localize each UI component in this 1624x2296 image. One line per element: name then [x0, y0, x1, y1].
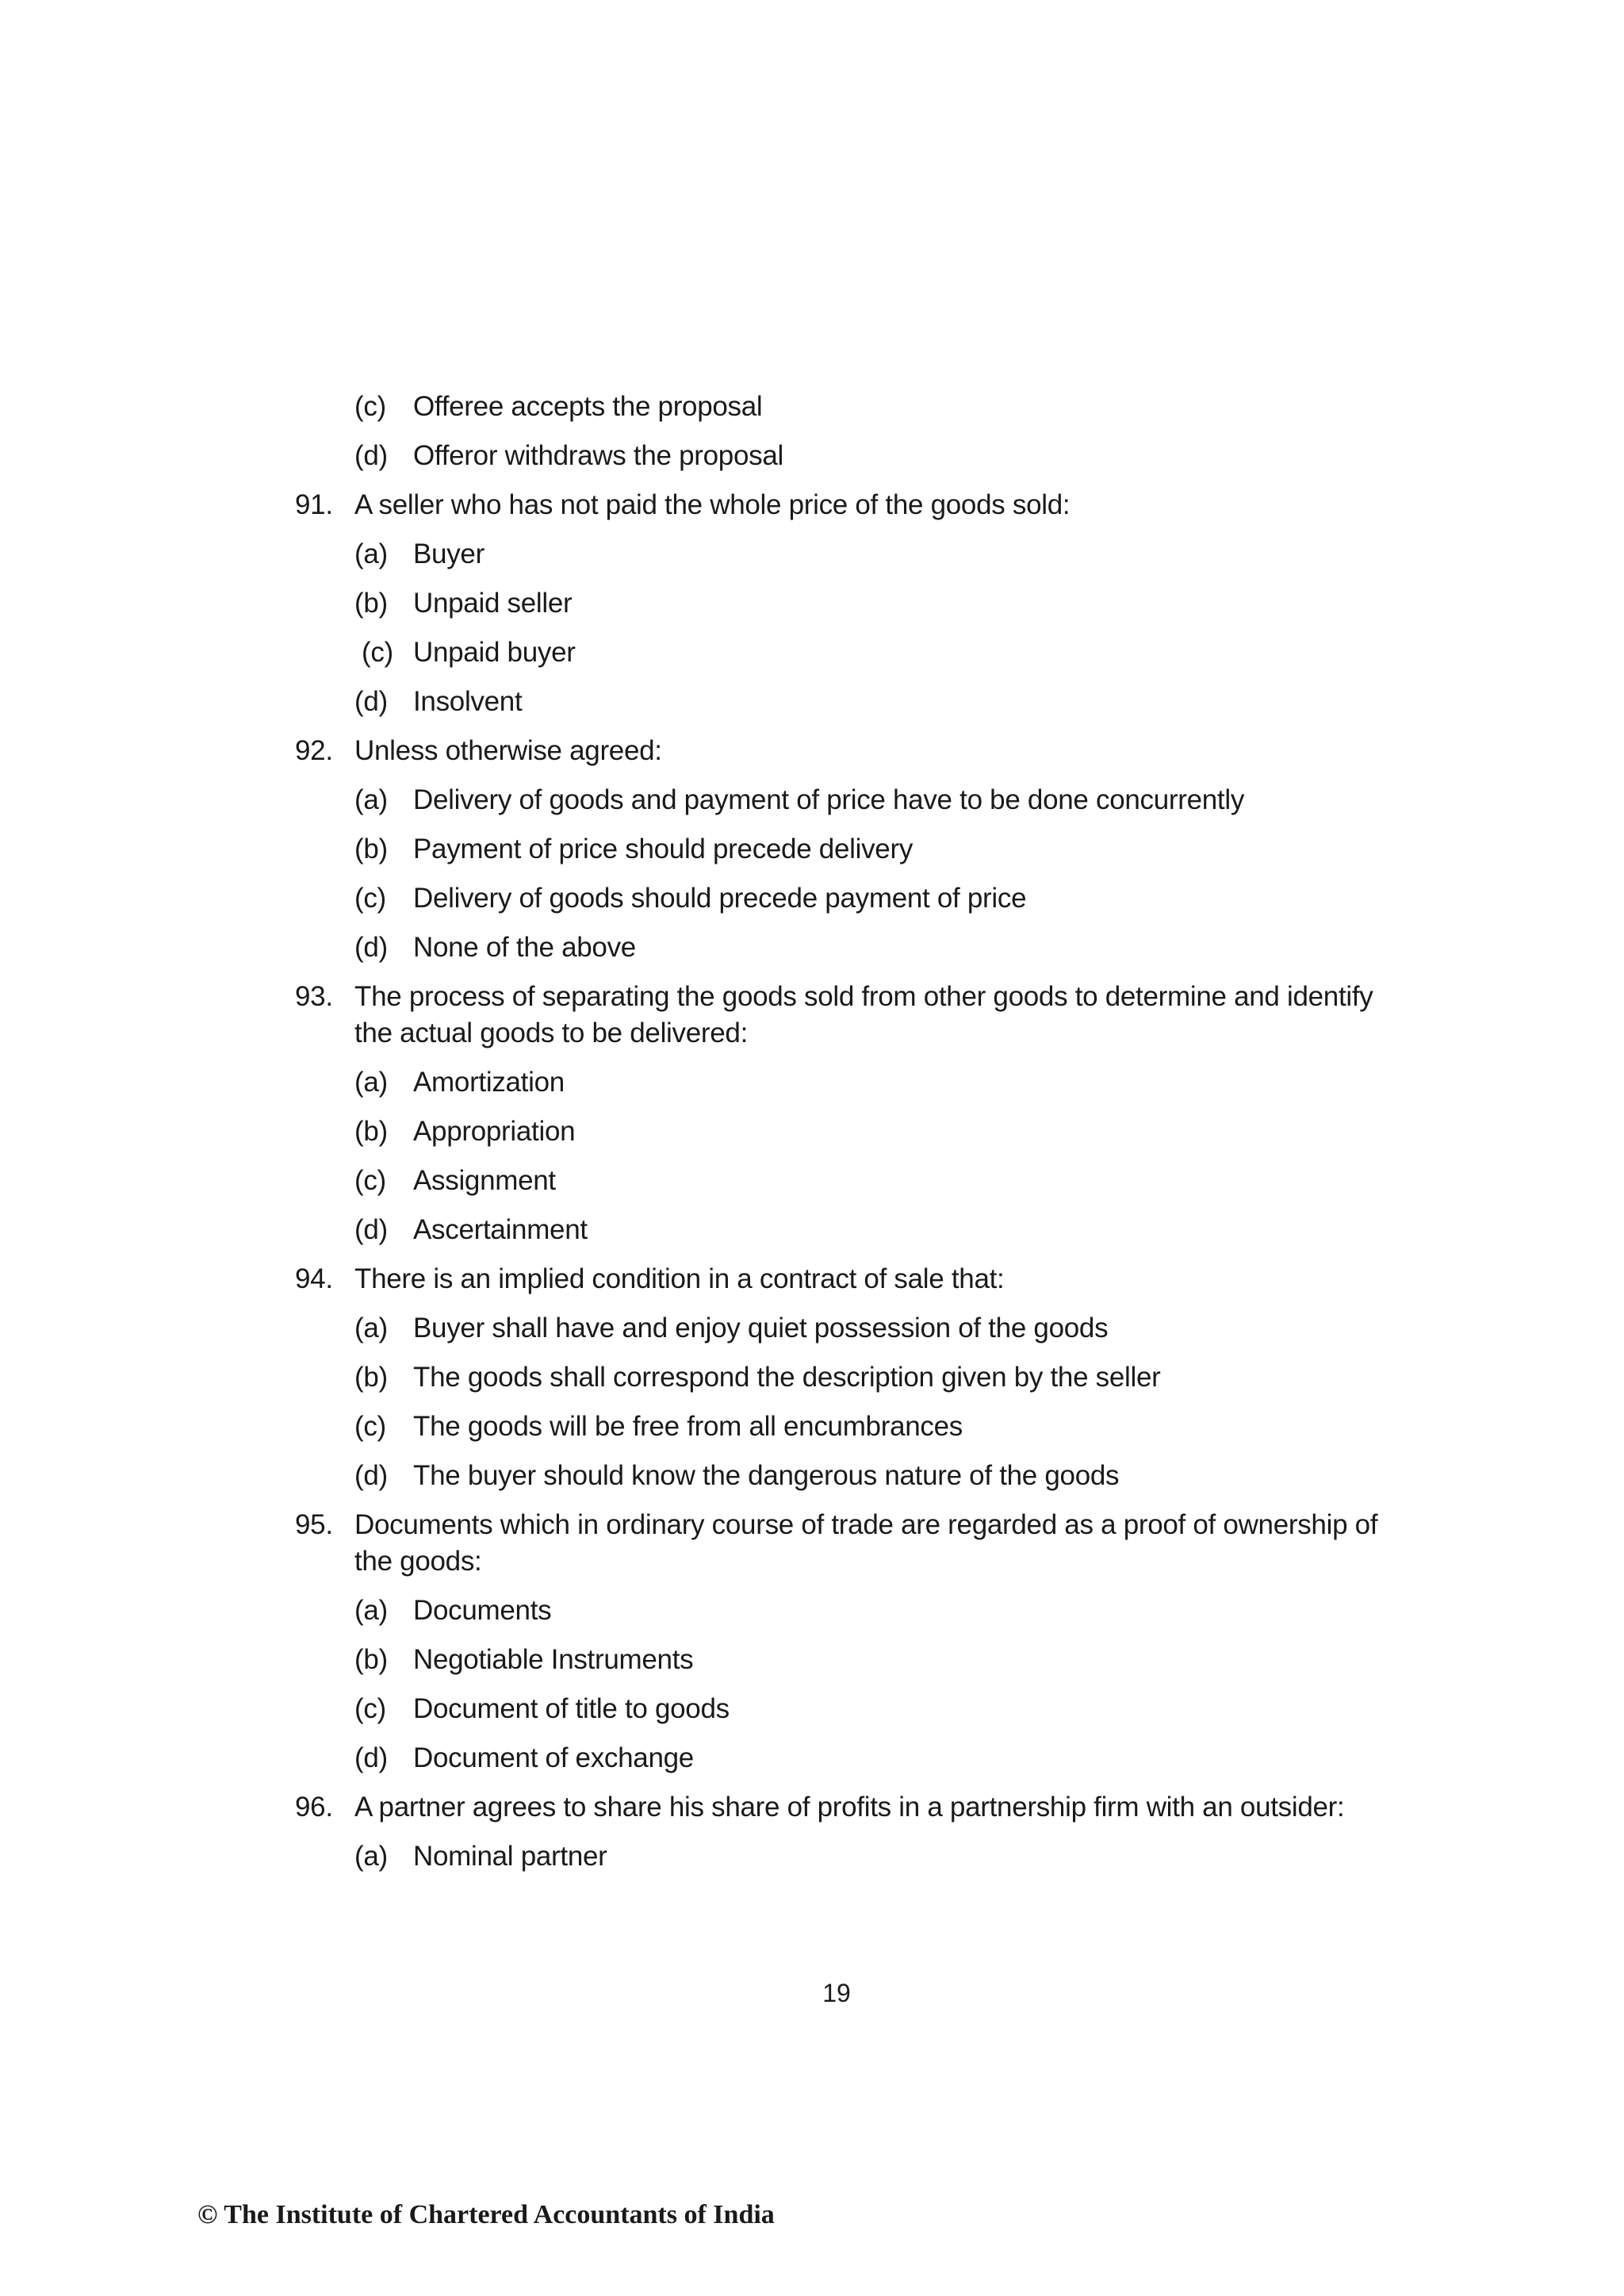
option-text: Ascertainment	[413, 1214, 588, 1245]
option-item	[0, 1212, 1624, 1261]
option-label: (a)	[354, 1313, 388, 1343]
option-text: Amortization	[413, 1067, 565, 1098]
option-label: (b)	[354, 834, 388, 864]
option-text: Insolvent	[413, 686, 523, 717]
option-text: Unpaid buyer	[413, 637, 576, 668]
option-text: Payment of price should precede delivery	[413, 834, 914, 864]
option-label: (b)	[354, 1644, 388, 1675]
option-item	[0, 1114, 1624, 1163]
option-label: (d)	[354, 1214, 388, 1245]
option-label: (d)	[354, 1460, 388, 1491]
option-label: (a)	[354, 1595, 388, 1626]
option-label: (c)	[354, 883, 386, 914]
option-label: (c)	[362, 637, 393, 668]
option-item	[0, 1593, 1624, 1642]
option-text: Buyer shall have and enjoy quiet possession of the goods	[413, 1313, 1109, 1343]
question-number: 96.	[295, 1792, 333, 1823]
question-item	[0, 1789, 1624, 1826]
option-text: Documents	[413, 1595, 552, 1626]
option-item	[0, 536, 1624, 585]
option-item	[0, 438, 1624, 487]
question-item	[0, 487, 1624, 523]
option-item	[0, 1740, 1624, 1789]
question-item	[0, 733, 1624, 769]
question-number: 93.	[295, 981, 333, 1012]
option-item	[0, 1838, 1624, 1888]
option-text: Negotiable Instruments	[413, 1644, 694, 1675]
option-label: (b)	[354, 1116, 388, 1147]
option-label: (d)	[354, 1742, 388, 1773]
option-text: None of the above	[413, 932, 636, 963]
option-text: Document of title to goods	[413, 1693, 730, 1724]
option-item	[0, 782, 1624, 831]
copyright-footer: © The Institute of Chartered Accountants of India	[197, 2200, 775, 2229]
option-label: (d)	[354, 440, 388, 471]
option-item	[0, 1409, 1624, 1458]
option-label: (b)	[354, 588, 388, 619]
option-label: (a)	[354, 1841, 388, 1872]
option-label: (c)	[354, 1693, 386, 1724]
option-label: (d)	[354, 932, 388, 963]
question-number: 92.	[295, 735, 333, 766]
option-text: Unpaid seller	[413, 588, 573, 619]
option-text: Assignment	[413, 1165, 556, 1196]
option-label: (a)	[354, 539, 388, 569]
option-item	[0, 930, 1624, 979]
question-item	[0, 1261, 1624, 1297]
question-text: Unless otherwise agreed:	[354, 735, 662, 766]
option-text: Offeree accepts the proposal	[413, 391, 763, 422]
page-number: 19	[822, 1979, 851, 2007]
option-label: (c)	[354, 1165, 386, 1196]
option-text: Buyer	[413, 539, 485, 569]
option-item	[0, 831, 1624, 880]
option-item	[0, 1064, 1624, 1114]
question-text: A seller who has not paid the whole price of the goods sold:	[354, 489, 1071, 520]
option-text: Appropriation	[413, 1116, 576, 1147]
option-label: (b)	[354, 1362, 388, 1393]
question-number: 95.	[295, 1509, 333, 1540]
question-text: A partner agrees to share his share of profits in a partnership firm with an outsider:	[354, 1792, 1345, 1823]
option-item	[0, 1163, 1624, 1212]
option-item	[0, 1310, 1624, 1359]
question-text: The process of separating the goods sold from other goods to determine and identify the actual goods to be delivered:	[354, 981, 1373, 1048]
question-list	[0, 389, 1624, 1888]
question-text: Documents which in ordinary course of trade are regarded as a proof of ownership of the goods:	[354, 1509, 1378, 1577]
option-label: (a)	[354, 784, 388, 815]
option-item	[0, 1642, 1624, 1691]
question-text: There is an implied condition in a contract of sale that:	[354, 1263, 1005, 1294]
option-item	[0, 1359, 1624, 1409]
option-label: (a)	[354, 1067, 388, 1098]
option-text: Offeror withdraws the proposal	[413, 440, 783, 471]
option-text: The buyer should know the dangerous nature of the goods	[413, 1460, 1120, 1491]
option-item	[0, 1691, 1624, 1740]
option-text: Delivery of goods and payment of price have to be done concurrently	[413, 784, 1245, 815]
option-item	[0, 585, 1624, 634]
option-item	[0, 880, 1624, 930]
option-item	[0, 389, 1624, 438]
option-label: (c)	[354, 391, 386, 422]
question-number: 91.	[295, 489, 333, 520]
option-text: Document of exchange	[413, 1742, 694, 1773]
question-number: 94.	[295, 1263, 333, 1294]
option-label: (d)	[354, 686, 388, 717]
option-text: The goods shall correspond the description given by the seller	[413, 1362, 1161, 1393]
option-text: Delivery of goods should precede payment of price	[413, 883, 1027, 914]
question-item	[0, 1507, 1624, 1580]
question-item	[0, 979, 1624, 1052]
option-text: The goods will be free from all encumbrances	[413, 1411, 963, 1442]
option-text: Nominal partner	[413, 1841, 607, 1872]
option-item	[0, 684, 1624, 733]
option-label: (c)	[354, 1411, 386, 1442]
option-item	[0, 1458, 1624, 1507]
option-item	[0, 634, 1624, 684]
